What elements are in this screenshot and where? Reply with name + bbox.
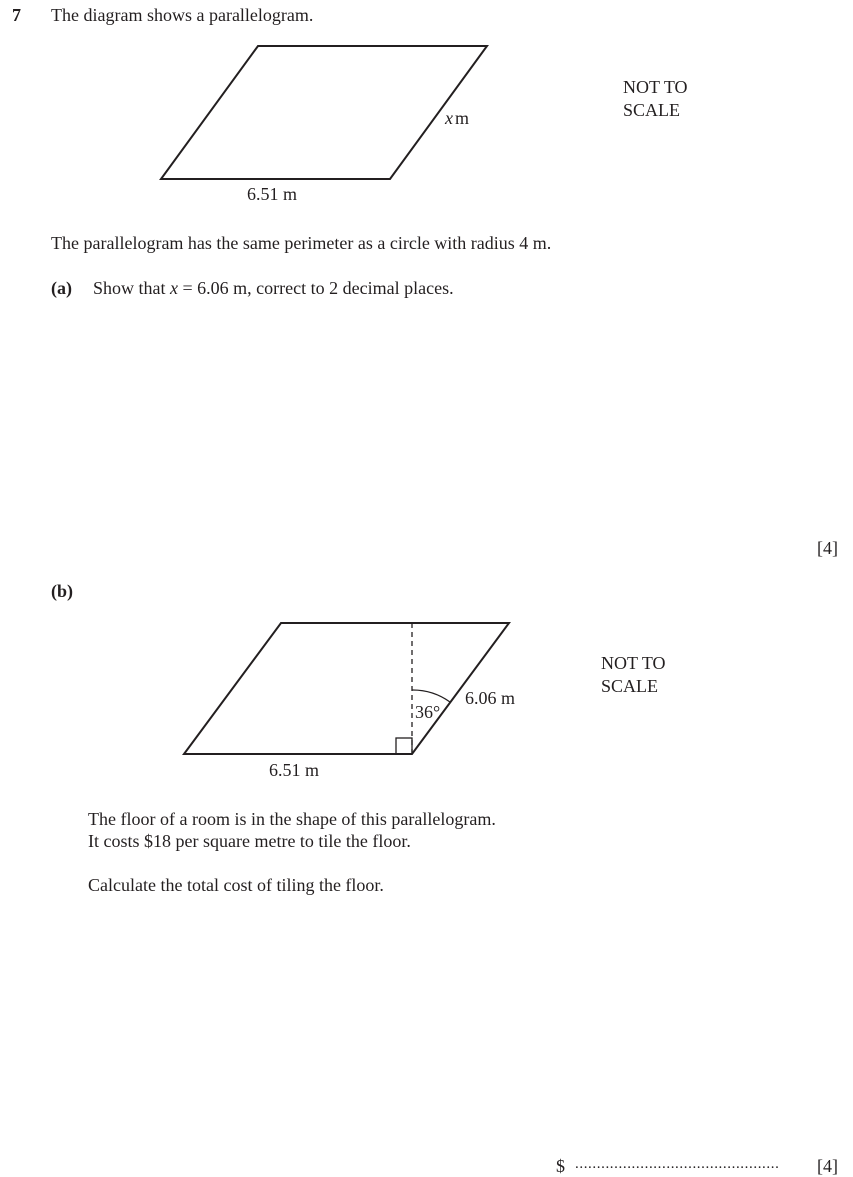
side-label-x-unit: m — [455, 108, 470, 128]
not-to-scale-line2-fig1: SCALE — [623, 100, 681, 120]
answer-currency: $ — [556, 1156, 565, 1176]
part-a-text-before: Show that — [93, 278, 171, 298]
base-label-2: 6.51 m — [269, 760, 320, 780]
part-b-marks: [4] — [817, 1156, 838, 1176]
angle-arc — [412, 690, 450, 702]
cost-statement: It costs $18 per square metre to tile the floor. — [88, 831, 411, 851]
not-to-scale-line1-fig2: NOT TO — [601, 653, 666, 673]
right-angle-marker — [396, 738, 412, 754]
floor-statement: The floor of a room is in the shape of this parallelogram. — [88, 809, 496, 829]
part-a-label: (a) — [51, 278, 72, 298]
part-a-var: x — [170, 278, 179, 298]
angle-label: 36° — [415, 702, 441, 722]
not-to-scale-line2-fig2: SCALE — [601, 676, 659, 696]
part-b-instruction: Calculate the total cost of tiling the floor. — [88, 875, 384, 895]
part-a-text-after: = 6.06 m, correct to 2 decimal places. — [178, 278, 454, 298]
perimeter-statement: The parallelogram has the same perimeter as a circle with radius 4 m. — [51, 233, 552, 253]
parallelogram-shape-2 — [184, 623, 509, 754]
question-number: 7 — [12, 5, 21, 25]
answer-line[interactable]: ............................................... — [575, 1156, 780, 1172]
base-label-1: 6.51 m — [247, 184, 298, 204]
question-intro: The diagram shows a parallelogram. — [51, 5, 314, 25]
side-label-x-var: x — [445, 108, 453, 128]
not-to-scale-line1-fig1: NOT TO — [623, 77, 688, 97]
part-b-label: (b) — [51, 581, 73, 601]
part-a-marks: [4] — [817, 538, 838, 558]
side-label-606: 6.06 m — [465, 688, 516, 708]
